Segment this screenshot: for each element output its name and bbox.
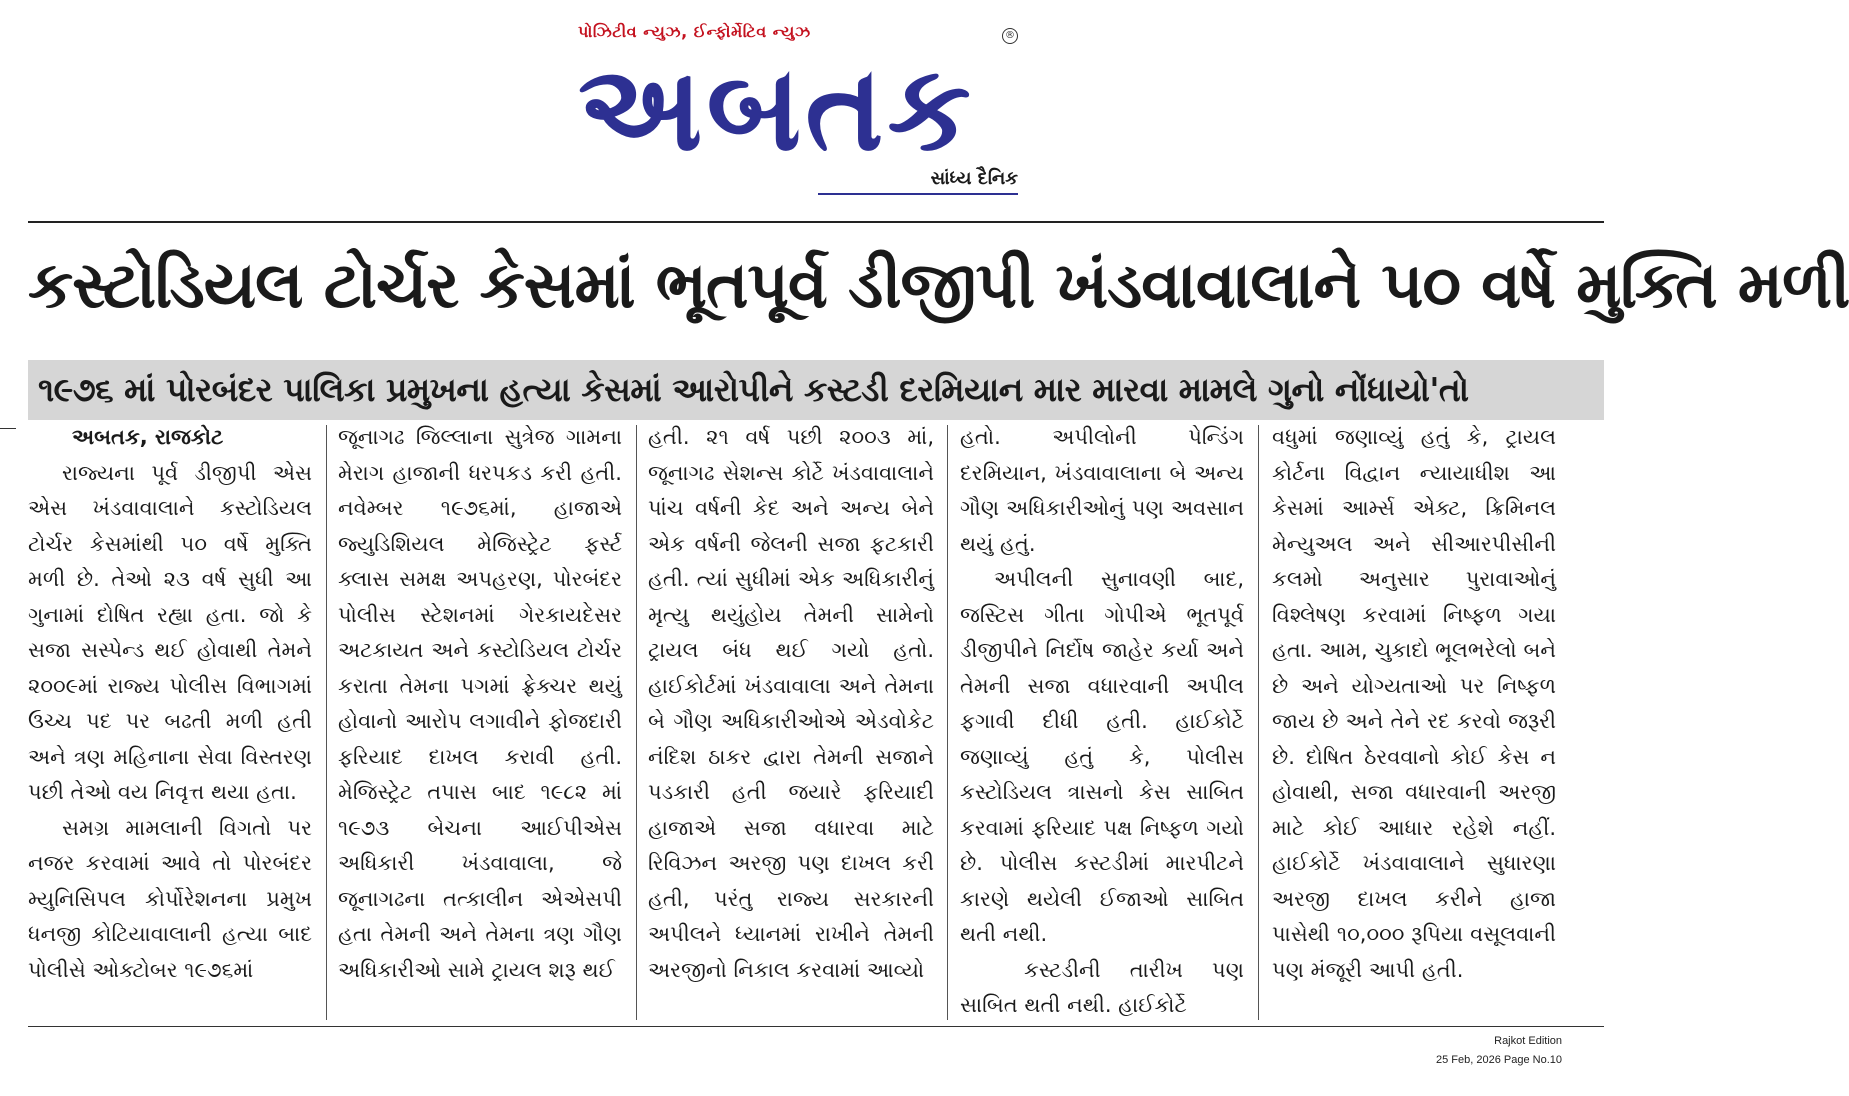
- column-4-paragraph-1: હતો. અપીલોની પેન્ડિંગ દરમિયાન, ખંડવાવાલાના બે અન્ય ગૌણ અધિકારીઓનું પણ અવસાન થયું હતું.: [960, 425, 1244, 556]
- registered-trademark-icon: ®: [1002, 28, 1018, 44]
- column-divider: [636, 425, 637, 1020]
- masthead: [578, 18, 1018, 203]
- edition-info: [1362, 1032, 1562, 1070]
- column-1-paragraph-1: રાજ્યના પૂર્વ ડીજીપી એસ એસ ખંડવાવાલાને કસ્ટોડિયલ ટોર્ચર કેસમાંથી ૫૦ વર્ષે મુક્તિ મળી છે. તેઓ ૨૩ વર્ષ સુધી આ ગુનામાં દોષિત રહ્યા હતા. જો કે સજા સસ્પેન્ડ થઈ હોવાથી તેમને ૨૦૦૯માં રાજ્ય પોલીસ વિભાગમાં ઉચ્ચ પદ પર બઢતી મળી હતી અને ત્રણ મહિનાના સેવા વિસ્તરણ પછી તેઓ વય નિવૃત્ત થયા હતા.: [28, 460, 312, 804]
- column-divider: [1258, 425, 1259, 1020]
- column-divider: [326, 425, 327, 1020]
- column-4-paragraph-2: અપીલની સુનાવણી બાદ, જસ્ટિસ ગીતા ગોપીએ ભૂતપૂર્વ ડીજીપીને નિર્દોષ જાહેર કર્યા અને તેમની સજા વધારવાની અપીલ ફગાવી દીધી હતી. હાઈકોર્ટે જણાવ્યું હતું કે, પોલીસ કસ્ટોડિયલ ત્રાસનો કેસ સાબિત કરવામાં ફરિયાદ પક્ષ નિષ્ફળ ગયો છે. પોલીસ કસ્ટડીમાં મારપીટને કારણે થયેલી ઈજાઓ સાબિત થતી નથી.: [960, 567, 1244, 946]
- masthead-tagline: પોઝિટીવ ન્યુઝ, ઈન્ફોર્મેટિવ ન્યુઝ: [578, 22, 811, 41]
- edition-name: Rajkot Edition: [1494, 1035, 1562, 1047]
- masthead-underline: [818, 193, 1018, 195]
- newspaper-logo: અબતક: [578, 39, 975, 177]
- top-divider: [28, 221, 1604, 223]
- column-2-paragraph-1: જૂનાગઢ જિલ્લાના સુત્રેજ ગામના મેરાગ હાજાની ધરપકડ કરી હતી. નવેમ્બર ૧૯૭૬માં, હાજાએ જ્યુડિશિયલ મેજિસ્ટ્રેટ ફર્સ્ટ ક્લાસ સમક્ષ અપહરણ, પોરબંદર પોલીસ સ્ટેશનમાં ગેરકાયદેસર અટકાયત અને કસ્ટોડિયલ ટોર્ચર કરાતા તેમના પગમાં ફ્રેક્ચર થયું હોવાનો આરોપ લગાવીને ફોજદારી ફરિયાદ દાખલ કરાવી હતી. મેજિસ્ટ્રેટ તપાસ બાદ ૧૯૮૨ માં ૧૯૭૩ બેચના આઈપીએસ અધિકારી ખંડવાવાલા, જે જૂનાગઢના તત્કાલીન એએસપી હતા તેમની અને તેમના ત્રણ ગૌણ અધિકારીઓ સામે ટ્રાયલ શરૂ થઈ: [338, 425, 622, 982]
- article-subheadline: ૧૯૭૬ માં પોરબંદર પાલિકા પ્રમુખના હત્યા કેસમાં આરોપીને કસ્ટડી દરમિયાન માર મારવા મામલે ગુનો નોંધાયો'તો: [38, 370, 1469, 409]
- column-5-paragraph-1: વધુમાં જણાવ્યું હતું કે, ટ્રાયલ કોર્ટના વિદ્વાન ન્યાયાધીશ આ કેસમાં આર્મ્સ એક્ટ, ક્રિમિનલ મેન્યુઅલ અને સીઆરપીસીની કલમો અનુસાર પુરાવાઓનું વિશ્લેષણ કરવામાં નિષ્ફળ ગયા હતા. આમ, ચુકાદો ભૂલભરેલો બને છે અને યોગ્યતાઓ પર નિષ્ફળ જાય છે અને તેને રદ કરવો જરૂરી છે. દોષિત ઠેરવવાનો કોઈ કેસ ન હોવાથી, સજા વધારવાની અરજી માટે કોઈ આધાર રહેશે નહીં. હાઈકોર્ટે ખંડવાવાલાને સુધારણા અરજી દાખલ કરીને હાજા પાસેથી ૧૦,૦૦૦ રૂપિયા વસૂલવાની પણ મંજૂરી આપી હતી.: [1272, 425, 1556, 982]
- article-headline: કસ્ટોડિયલ ટોર્ચર કેસમાં ભૂતપૂર્વ ડીજીપી ખંડવાવાલાને ૫૦ વર્ષે મુક્તિ મળી: [28, 249, 1849, 323]
- column-3-paragraph-1: હતી. ૨૧ વર્ષ પછી ૨૦૦૩ માં, જૂનાગઢ સેશન્સ કોર્ટે ખંડવાવાલાને પાંચ વર્ષની કેદ અને અન્ય બેને એક વર્ષની જેલની સજા ફટકારી હતી. ત્યાં સુધીમાં એક અધિકારીનું મૃત્યુ થયુંહોય તેમની સામેનો ટ્રાયલ બંધ થઈ ગયો હતો. હાઈકોર્ટમાં ખંડવાવાલા અને તેમના બે ગૌણ અધિકારીઓએ એડવોકેટ નંદિશ ઠાકર દ્વારા તેમની સજાને પડકારી હતી જયારે ફરિયાદી હાજાએ સજા વધારવા માટે રિવિઝન અરજી પણ દાખલ કરી હતી, પરંતુ રાજ્ય સરકારની અપીલને ધ્યાનમાં રાખીને તેમની અરજીનો નિકાલ કરવામાં આવ્યો: [648, 425, 934, 982]
- subheadline-band: [28, 360, 1604, 420]
- article-dateline: [28, 420, 312, 456]
- bottom-divider: [28, 1026, 1604, 1027]
- column-4-paragraph-3: કસ્ટડીની તારીખ પણ સાબિત થતી નથી. હાઈકોર્ટે: [960, 957, 1244, 1017]
- article-column-2: [338, 420, 622, 1025]
- column-divider: [947, 425, 948, 1020]
- masthead-subtitle: સાંધ્ય દૈનિક: [930, 168, 1018, 189]
- article-column-3: [648, 420, 934, 1025]
- article-column-4: [960, 420, 1244, 1025]
- column-1-paragraph-2: સમગ્ર મામલાની વિગતો પર નજર કરવામાં આવે તો પોરબંદર મ્યુનિસિપલ કોર્પોરેશનના પ્રમુખ ધનજી કોટિયાવાલાની હત્યા બાદ પોલીસે ઓક્ટોબર ૧૯૭૬માં: [28, 815, 312, 982]
- article-column-5: [1272, 420, 1556, 1025]
- margin-mark: [0, 428, 16, 429]
- article-column-1: [28, 420, 312, 1025]
- edition-date-page: 25 Feb, 2026 Page No.10: [1436, 1054, 1562, 1066]
- dateline-text: અબતક, રાજકોટ: [72, 425, 224, 449]
